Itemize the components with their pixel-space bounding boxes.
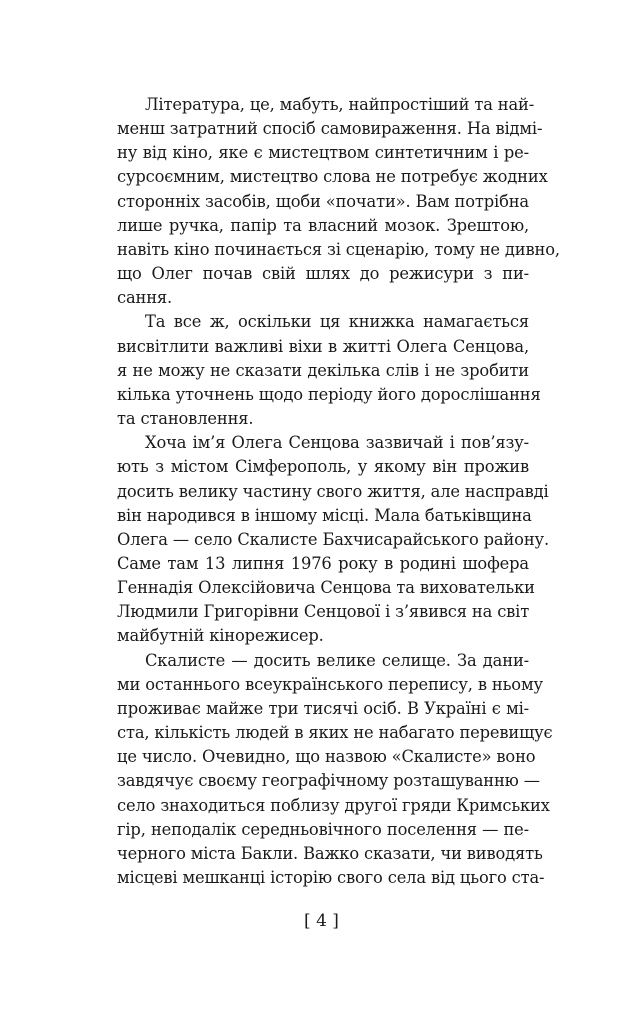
text-line: місцеві мешканці історію свого села від цього ста-	[117, 868, 545, 887]
text-line: та становлення.	[117, 409, 254, 429]
text-line: завдячує своєму географічному розташуванню —	[117, 771, 540, 791]
text-line: Саме там 13 липня 1976 року в родині шофера	[117, 553, 529, 573]
text-line: це число. Очевидно, що назвою «Скалисте» воно	[117, 747, 536, 767]
text-line: ють з містом Сімферополь, у якому він прожив	[117, 457, 529, 477]
text-line: ста, кількість людей в яких не набагато перевищує	[117, 723, 553, 743]
text-line: що Олег почав свій шлях до режисури з пи-	[117, 264, 529, 284]
paragraph	[117, 431, 549, 648]
text-line: він народився в іншому місці. Мала батьківщина	[117, 505, 532, 525]
text-line: Література, це, мабуть, найпростіший та най-	[145, 95, 535, 114]
text-line: сторонніх засобів, щоби «почати». Вам потрібна	[117, 191, 529, 211]
paragraph	[117, 93, 560, 310]
text-line: кілька уточнень щодо періоду його дорослішання	[117, 384, 541, 404]
text-line: навіть кіно починається зі сценарію, тому не дивно,	[117, 239, 560, 259]
paragraph	[117, 310, 541, 431]
page-number: [ 4 ]	[304, 911, 339, 931]
body-text	[117, 93, 560, 890]
text-line: лише ручка, папір та власний мозок. Зрештою,	[117, 215, 529, 235]
text-line: Олега — село Скалисте Бахчисарайського району.	[117, 529, 549, 549]
text-line: сурсоємним, мистецтво слова не потребує жодних	[117, 167, 548, 187]
text-line: ну від кіно, яке є мистецтвом синтетичним і ре-	[117, 143, 529, 163]
text-line: гір, неподалік середньовічного поселення — пе-	[117, 819, 529, 839]
text-line: Людмили Григорівни Сенцової і з’явився на світ	[117, 602, 530, 622]
text-line: сання.	[117, 288, 173, 308]
text-line: село знаходиться поблизу другої гряди Кримських	[117, 795, 550, 815]
text-line: Та все ж, оскільки ця книжка намагається	[145, 312, 529, 332]
text-line: черного міста Бакли. Важко сказати, чи виводять	[117, 843, 543, 863]
text-line: проживає майже три тисячі осіб. В Україні є мі-	[117, 698, 529, 718]
text-line: висвітлити важливі віхи в житті Олега Сенцова,	[117, 336, 529, 356]
text-line: Скалисте — досить велике селище. За дани-	[145, 650, 529, 670]
text-line: Хоча ім’я Олега Сенцова зазвичай і пов’язу-	[145, 433, 529, 453]
text-line: менш затратний спосіб самовираження. На відмі-	[117, 119, 543, 139]
text-line: майбутній кінорежисер.	[117, 626, 324, 646]
text-line: Геннадія Олексійовича Сенцова та виховательки	[117, 578, 535, 598]
text-line: ми останнього всеукраїнського перепису, в ньому	[117, 674, 543, 694]
paragraph	[117, 649, 553, 891]
text-line: досить велику частину свого життя, але насправді	[117, 481, 549, 501]
text-line: я не можу не сказати декілька слів і не зробити	[117, 360, 529, 380]
